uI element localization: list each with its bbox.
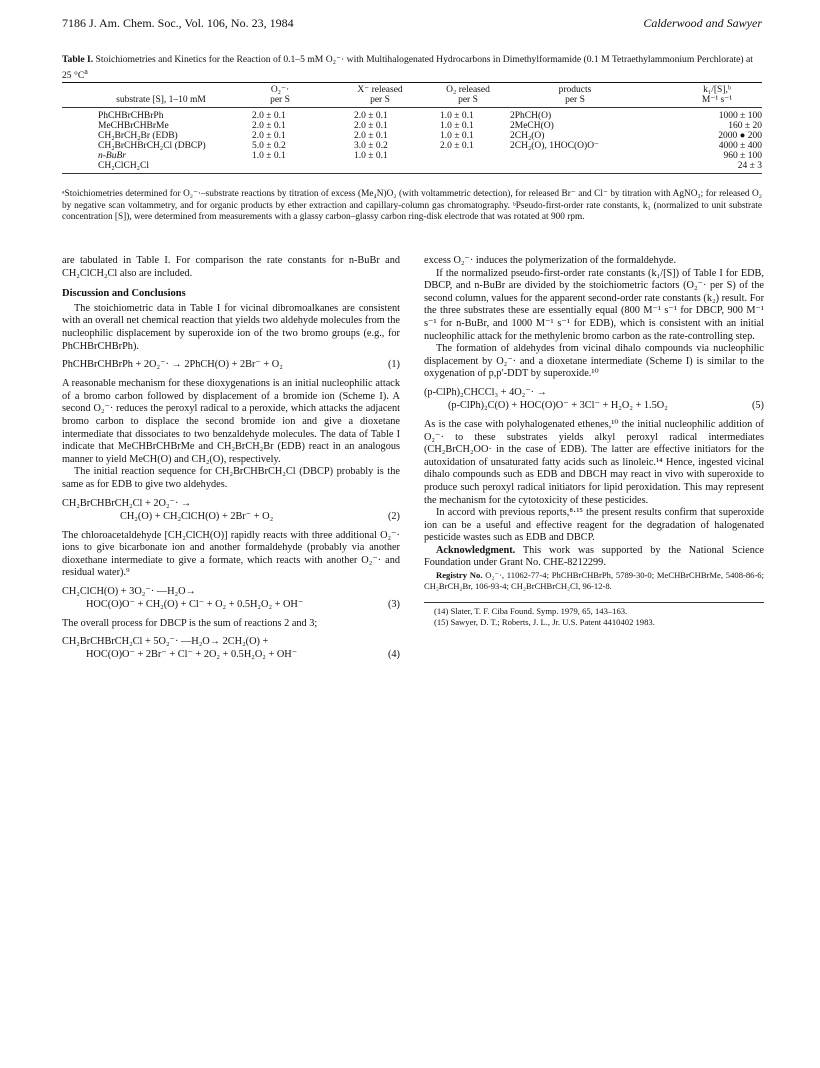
equation-text: CH₂ClCH(O) + 3O₂⁻· —H₂O→ (62, 585, 196, 597)
cell-products: 2CH₂(O) (510, 131, 545, 141)
equation-5 (424, 387, 764, 413)
header-o2-line1: O₂⁻· (270, 85, 290, 95)
cell-o2-per-s: 2.0 ± 0.1 (252, 131, 286, 141)
references (424, 606, 764, 628)
header-x-line1: X⁻ released (357, 85, 403, 95)
cell-substrate: CH₂BrCHBrCH₂Cl (DBCP) (98, 141, 206, 151)
paragraph: are tabulated in Table I. For comparison the rate constants for n-BuBr and CH₂ClCH₂Cl also are included. (62, 255, 400, 279)
equation-number: (4) (387, 649, 400, 661)
paragraph: The formation of aldehydes from vicinal dihalo compounds via nucleophilic displacement by O₂⁻· and a dioxetane intermediate (Scheme I) is similar to the oxygenation of p,p′-DDT by superoxide.¹⁰ (424, 343, 764, 380)
cell-o2-per-s: 2.0 ± 0.1 (252, 121, 286, 131)
table-caption-label: Table I. (62, 54, 94, 65)
cell-o2-per-s: 5.0 ± 0.2 (252, 141, 286, 151)
paragraph: The overall process for DBCP is the sum of reactions 2 and 3; (62, 617, 318, 629)
running-head-citation: 7186 J. Am. Chem. Soc., Vol. 106, No. 23, 1984 (62, 16, 294, 30)
cell-x-released: 2.0 ± 0.1 (354, 121, 388, 131)
table-row (62, 111, 762, 121)
cell-o2-per-s: 2.0 ± 0.1 (252, 111, 286, 121)
cell-products: 2PhCH(O) (510, 111, 552, 121)
cell-substrate: n-BuBr (98, 151, 126, 161)
header-products-line2: per S (565, 95, 585, 105)
header-o2-line2: per S (270, 95, 290, 105)
equation-3 (62, 586, 400, 612)
header-k-line1: k₁/[S],ᵇ (703, 85, 731, 95)
header-products-line1: products (558, 85, 592, 95)
cell-x-released: 2.0 ± 0.1 (354, 131, 388, 141)
cell-x-released: 3.0 ± 0.2 (354, 141, 388, 151)
acknowledgment-text: This work was supported by the National Science Foundation under Grant No. CHE-8212299. (424, 544, 765, 569)
cell-o2-released: 1.0 ± 0.1 (440, 111, 474, 121)
equation-number: (5) (751, 399, 764, 411)
acknowledgment-label: Acknowledgment. (436, 544, 516, 556)
table-caption-text: Stoichiometries and Kinetics for the Reaction of 0.1–5 mM O₂⁻· with Multihalogenated Hydrocarbons in Dimethylformamide (0.1 M Tetraethylammonium Perchlorate) at 25 °C (62, 54, 753, 82)
equation-text: PhCHBrCHBrPh + 2O₂⁻· → 2PhCH(O) + 2Br⁻ + O₂ (62, 359, 283, 371)
header-x-line2: per S (370, 95, 390, 105)
cell-rate-constant: 160 ± 20 (728, 121, 762, 131)
equation-2 (62, 498, 400, 524)
equation-text: CH₂(O) + CH₂ClCH(O) + 2Br⁻ + O₂ (120, 510, 274, 522)
equation-number: (2) (387, 510, 400, 522)
paragraph: The chloroacetaldehyde [CH₂ClCH(O)] rapidly reacts with three additional O₂⁻· ions to give bicarbonate ion and another formaldehyde (probably via another dioxethane intermediate to give a formate, which reacts with another O₂⁻· and residual water).⁹ (62, 529, 400, 579)
equation-text: CH₂BrCHBrCH₂Cl + 2O₂⁻· → (62, 497, 192, 509)
header-k-line2: M⁻¹ s⁻¹ (701, 95, 733, 105)
cell-rate-constant: 4000 ± 400 (718, 141, 762, 151)
cell-substrate: CH₂ClCH₂Cl (98, 161, 149, 171)
table-row (62, 121, 762, 131)
equation-number: (3) (387, 598, 400, 610)
registry-text: O₂⁻·, 11062-77-4; PhCHBrCHBrPh, 5789-30-0; MeCHBrCHBrMe, 5408-86-6; CH₂BrCH₂Br, 106-93-4; CH₂BrCHBrCH₂Cl, 96-12-8. (424, 570, 764, 592)
section-heading: Discussion and Conclusions (62, 288, 186, 300)
paragraph: As is the case with polyhalogenated ethenes,¹⁰ the initial nucleophilic addition of O₂⁻· to these substrates yields alkyl peroxyl radical intermediates (CH₂BrCH₂OO· in the case of EDB). The latter are effective initiators for the autoxidation of unsaturated fatty acids such as linoleic.¹⁴ Hence, ingested vicinal dihalo compounds such as EDB and DBCH may react in vivo with superoxide to produce such peroxyl radical initiators for lipid peroxidation. This may represent the mechanism for the cytotoxicity of these pesticides. (424, 418, 764, 506)
cell-rate-constant: 960 ± 100 (723, 151, 762, 161)
cell-o2-per-s: 1.0 ± 0.1 (252, 151, 286, 161)
paragraph: The stoichiometric data in Table I for vicinal dibromoalkanes are consistent with an overall net chemical reaction that yields two aldehyde molecules from the nucleophilic displacement by superoxide ion of the two bromo groups (e.g., for PhCHBrCHBrPh). (62, 302, 400, 352)
cell-substrate: PhCHBrCHBrPh (98, 111, 164, 121)
table-footnote: ᵃStoichiometries determined for O₂⁻·–substrate reactions by titration of excess (Me₄N)O₂ (with voltammetric detection), for released Br⁻ and Cl⁻ by titration with AgNO₃; for released O₂ by negative scan voltammetry, and for organic products by ether extraction and capillary-column gas chromatography. ᵇPseudo-first-order rate constants, k₁ (normalized to unit substrate concentration [S]), were determined from measurements with a glassy carbon–glassy carbon ring-disk electrode that was rotated at 900 rpm. (62, 189, 762, 222)
table-caption-marker: a (84, 67, 88, 76)
table-bottom-rule (62, 173, 762, 174)
table-header-rule (62, 107, 762, 108)
cell-rate-constant: 2000 ● 200 (718, 131, 762, 141)
cell-o2-released: 1.0 ± 0.1 (440, 131, 474, 141)
left-column (62, 255, 400, 668)
equation-text: (p-ClPh)₂C(O) + HOC(O)O⁻ + 3Cl⁻ + H₂O₂ + 1.5O₂ (448, 399, 668, 411)
equation-number: (1) (387, 359, 400, 371)
paragraph: The initial reaction sequence for CH₂BrCHBrCH₂Cl (DBCP) probably is the same as for EDB to give two aldehydes. (62, 466, 400, 490)
cell-products: 2CH₂(O), 1HOC(O)O⁻ (510, 141, 600, 151)
reference-14: (14) Slater, T. F. Ciba Found. Symp. 1979, 65, 143–163. (434, 606, 628, 617)
cell-o2-released: 1.0 ± 0.1 (440, 121, 474, 131)
cell-x-released: 1.0 ± 0.1 (354, 151, 388, 161)
cell-substrate: CH₂BrCH₂Br (EDB) (98, 131, 178, 141)
equation-4 (62, 636, 400, 662)
registry-numbers (424, 570, 764, 592)
paragraph: A reasonable mechanism for these dioxygenations is an initial nucleophilic attack of a bromo carbon followed by displacement of a bromide ion (Scheme I). A second O₂⁻· reduces the peroxyl radical to a peroxide, which attacks the adjacent bromo carbon to displace the second bromide ion and give a dioxetane intermediate that dissociates to two benzaldehyde molecules. The data of Table I indicate that MeCHBrCHBrMe and CH₂BrCH₂Br (EDB) react in an analogous manner to yield MeCH(O) and CH₂(O), respectively. (62, 378, 400, 465)
equation-text: (p-ClPh)₂CHCCl₃ + 4O₂⁻· → (424, 386, 547, 398)
table-row (62, 131, 762, 141)
paragraph: If the normalized pseudo-first-order rate constants (k₁/[S]) of Table I for EDB, DBCP, and n-BuBr are divided by the stoichiometric factors (O₂⁻· per S) of the second column, values for the apparent second-order rate constants (k₂) result. For the three substrates these are essentially equal (800 M⁻¹ s⁻¹ for DBCP, 900 M⁻¹ s⁻¹ for n-BuBr, and 1000 M⁻¹ s⁻¹ for EDB), which is consistent with an initial nucleophilic attack for the methylenic bromo carbon as the rate-controlling step. (424, 267, 764, 342)
cell-o2-released: 2.0 ± 0.1 (440, 141, 474, 151)
cell-x-released: 2.0 ± 0.1 (354, 111, 388, 121)
equation-text: CH₂BrCHBrCH₂Cl + 5O₂⁻· —H₂O→ 2CH₂(O) + (62, 636, 269, 648)
references-rule (424, 602, 764, 603)
equation-1 (62, 359, 400, 372)
table-row (62, 151, 762, 161)
table-row (62, 141, 762, 151)
acknowledgment (424, 545, 764, 570)
cell-rate-constant: 1000 ± 100 (718, 111, 762, 121)
header-o2rel-line2: per S (458, 95, 478, 105)
right-column (424, 255, 764, 628)
equation-text: HOC(O)O⁻ + 2Br⁻ + Cl⁻ + 2O₂ + 0.5H₂O₂ + OH⁻ (86, 649, 298, 661)
header-o2rel-line1: O₂ released (446, 85, 490, 95)
paragraph: In accord with previous reports,⁸·¹⁵ the present results confirm that superoxide ion can be a useful and effective reagent for the degradation of halogenated pesticide wastes such as EDB and DBCP. (424, 507, 764, 544)
paragraph: excess O₂⁻· induces the polymerization of the formaldehyde. (424, 255, 677, 266)
reference-15: (15) Sawyer, D. T.; Roberts, J. L., Jr. U.S. Patent 4410402 1983. (434, 617, 655, 628)
running-head-authors: Calderwood and Sawyer (643, 16, 762, 30)
header-substrate: substrate [S], 1–10 mM (116, 95, 206, 105)
table-caption (62, 54, 762, 82)
cell-substrate: MeCHBrCHBrMe (98, 121, 169, 131)
cell-products: 2MeCH(O) (510, 121, 554, 131)
equation-text: HOC(O)O⁻ + CH₂(O) + Cl⁻ + O₂ + 0.5H₂O₂ + OH⁻ (86, 598, 304, 610)
registry-label: Registry No. (436, 570, 483, 581)
table-top-rule (62, 82, 762, 83)
running-head (62, 16, 762, 32)
cell-rate-constant: 24 ± 3 (737, 161, 762, 171)
table-row (62, 161, 762, 171)
